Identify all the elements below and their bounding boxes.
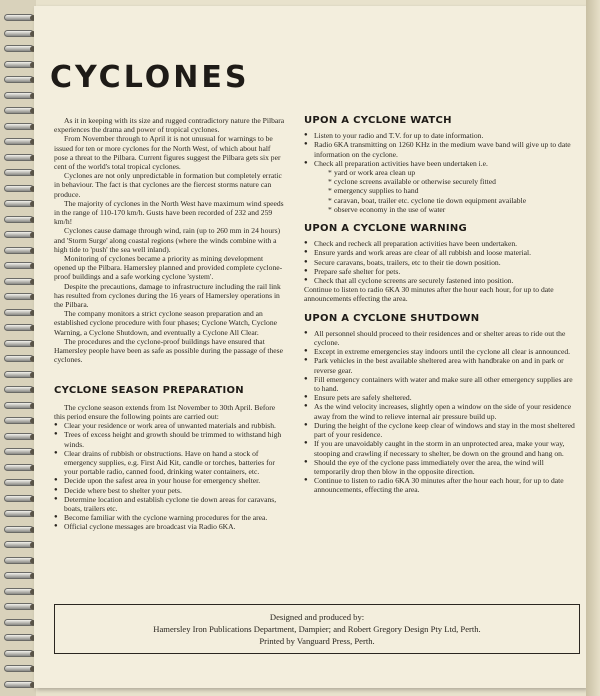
list-item: ● Secure caravans, boats, trailers, etc to their tie down position. <box>304 258 580 267</box>
list-item <box>304 159 580 214</box>
list-item: ● Park vehicles in the best available sheltered area with handbrake on and in park or reverse gear. <box>304 356 580 374</box>
list-item: ● Decide upon the safest area in your house for emergency shelter. <box>54 476 286 485</box>
list-item-text: Check all preparation activities have been undertaken i.e. <box>314 158 488 168</box>
list-item: ● Except in extreme emergencies stay indoors until the cyclone all clear is announced. <box>304 347 580 356</box>
shutdown-list <box>304 329 580 495</box>
intro-paragraph: Cyclones are not only unpredictable in formation but completely erratic in behaviour. The fact is that cyclones are the fiercest storms nature can produce. <box>54 171 282 199</box>
list-item: ● Become familiar with the cyclone warning procedures for the area. <box>54 513 286 522</box>
list-item: ● Determine location and establish cyclone tie down areas for caravans, boats, trailers etc. <box>54 495 286 513</box>
left-column <box>54 116 286 532</box>
intro-paragraph: Cyclones cause damage through wind, rain (up to 260 mm in 24 hours) and 'Storm Surge' along coastal regions (where the winds combine with a high tide to 'push' the sea well inland). <box>54 226 281 254</box>
list-item: ● Check that all cyclone screens are securely fastened into position. <box>304 276 580 285</box>
season-list <box>54 421 286 531</box>
sub-item: * emergency supplies to hand <box>328 186 580 195</box>
list-item: ● Ensure yards and work areas are clear of all rubbish and loose material. <box>304 248 580 257</box>
list-item: ● Fill emergency containers with water and make sure all other emergency supplies are to hand. <box>304 375 580 393</box>
credits-line: Hamersley Iron Publications Department, Dampier; and Robert Gregory Design Pty Ltd, Perth. <box>153 624 481 634</box>
intro-text <box>54 116 286 364</box>
page-edge <box>586 0 600 696</box>
list-item: ● Official cyclone messages are broadcast via Radio 6KA. <box>54 522 286 531</box>
list-item: ● During the height of the cyclone keep clear of windows and stay in the most sheltered part of your residence. <box>304 421 580 439</box>
list-item: ● If you are unavoidably caught in the storm in an unprotected area, make your way, stooping and crawling if necessary to shelter, be down on the ground and hang on. <box>304 439 580 457</box>
list-item: ● Listen to your radio and T.V. for up to date information. <box>304 131 580 140</box>
sub-item: * observe economy in the use of water <box>328 205 580 214</box>
spiral-binding <box>0 0 36 696</box>
intro-paragraph: Monitoring of cyclones became a priority as mining development opened up the Pilbara. Hamersley planned and provided complete cyclone-proof buildings and a safe working cyclone 'system'. <box>54 254 283 282</box>
warning-heading: UPON A CYCLONE WARNING <box>304 223 468 235</box>
warning-list <box>304 239 580 285</box>
intro-paragraph: The company monitors a strict cyclone season preparation and an established cyclone procedure with four phases; Cyclone Watch, Cyclone Warning, a Cyclone Shutdown, and eventually a Cyclone All Clear. <box>54 309 277 337</box>
credits-line: Designed and produced by: <box>269 612 365 622</box>
watch-list <box>304 131 580 214</box>
intro-paragraph: As it in keeping with its size and rugged contradictory nature the Pilbara experiences the drama and power of tropical cyclones. <box>54 116 285 135</box>
list-item: ● Prepare safe shelter for pets. <box>304 267 580 276</box>
list-item: ● Continue to listen to radio 6KA 30 minutes after the hour each hour, for up to date announcements, effecting the area. <box>304 476 580 494</box>
warning-closing: Continue to listen to radio 6KA 30 minutes after the hour each hour, for up to date announcements effecting the area. <box>304 285 554 304</box>
list-item: ● All personnel should proceed to their residences and or shelter areas to ride out the cyclone. <box>304 329 580 347</box>
list-item: ● Decide where best to shelter your pets. <box>54 486 286 495</box>
shutdown-heading: UPON A CYCLONE SHUTDOWN <box>304 312 480 324</box>
intro-paragraph: The majority of cyclones in the North West have maximum wind speeds in the range of 110-170 km/h. Gusts have been recorded of 232 and 259 km/h! <box>54 198 284 227</box>
intro-paragraph: Despite the precautions, damage to infrastructure including the rail link has resulted from cyclones during the 16 years of Hamersley operations in the Pilbara. <box>54 281 281 310</box>
intro-paragraph: From November through to April it is not unusual for warnings to be issued for ten or more cyclones for the North West, of which about half pose a threat to the Pilbara. Current figures suggest the Pilbara gets six per cent of the world's total tropical cyclones. <box>54 134 281 172</box>
credits-line: Printed by Vanguard Press, Perth. <box>259 636 375 646</box>
sub-item: * cyclone screens available or otherwise securely fitted <box>328 177 580 186</box>
list-item: ● Should the eye of the cyclone pass immediately over the area, the wind will temporarily drop then blow in the opposite direction. <box>304 458 580 476</box>
watch-heading: UPON A CYCLONE WATCH <box>304 115 452 126</box>
credits-box <box>54 604 580 654</box>
season-intro: The cyclone season extends from 1st November to 30th April. Before this period ensure the following points are carried out: <box>54 402 276 421</box>
list-item: ● Ensure pets are safely sheltered. <box>304 393 580 402</box>
list-item: ● Clear your residence or work area of unwanted materials and rubbish. <box>54 421 286 430</box>
sub-item: * caravan, boat, trailer etc. cyclone tie down equipment available <box>328 196 580 205</box>
list-item: ● As the wind velocity increases, slightly open a window on the side of your residence away from the wind to relieve internal air pressure build up. <box>304 402 580 420</box>
right-column <box>304 116 580 495</box>
list-item: ● Radio 6KA transmitting on 1260 KHz in the medium wave band will give up to date information on the cyclone. <box>304 140 580 158</box>
intro-paragraph: The procedures and the cyclone-proof buildings have ensured that Hamersley people have been as safe as possible during the passage of these cyclones. <box>54 336 283 365</box>
page-title: CYCLONES <box>50 60 250 95</box>
watch-sublist <box>314 168 580 214</box>
list-item: ● Clear drains of rubbish or obstructions. Have on hand a stock of emergency supplies, e.g. First Aid Kit, candle or torches, batteries for your portable radio, canned food, drinking water containers, etc. <box>54 449 286 477</box>
season-heading: CYCLONE SEASON PREPARATION <box>54 385 244 397</box>
list-item: ● Check and recheck all preparation activities have been undertaken. <box>304 239 580 248</box>
sub-item: * yard or work area clean up <box>328 168 580 177</box>
list-item: ● Trees of excess height and growth should be trimmed to withstand high winds. <box>54 430 286 448</box>
